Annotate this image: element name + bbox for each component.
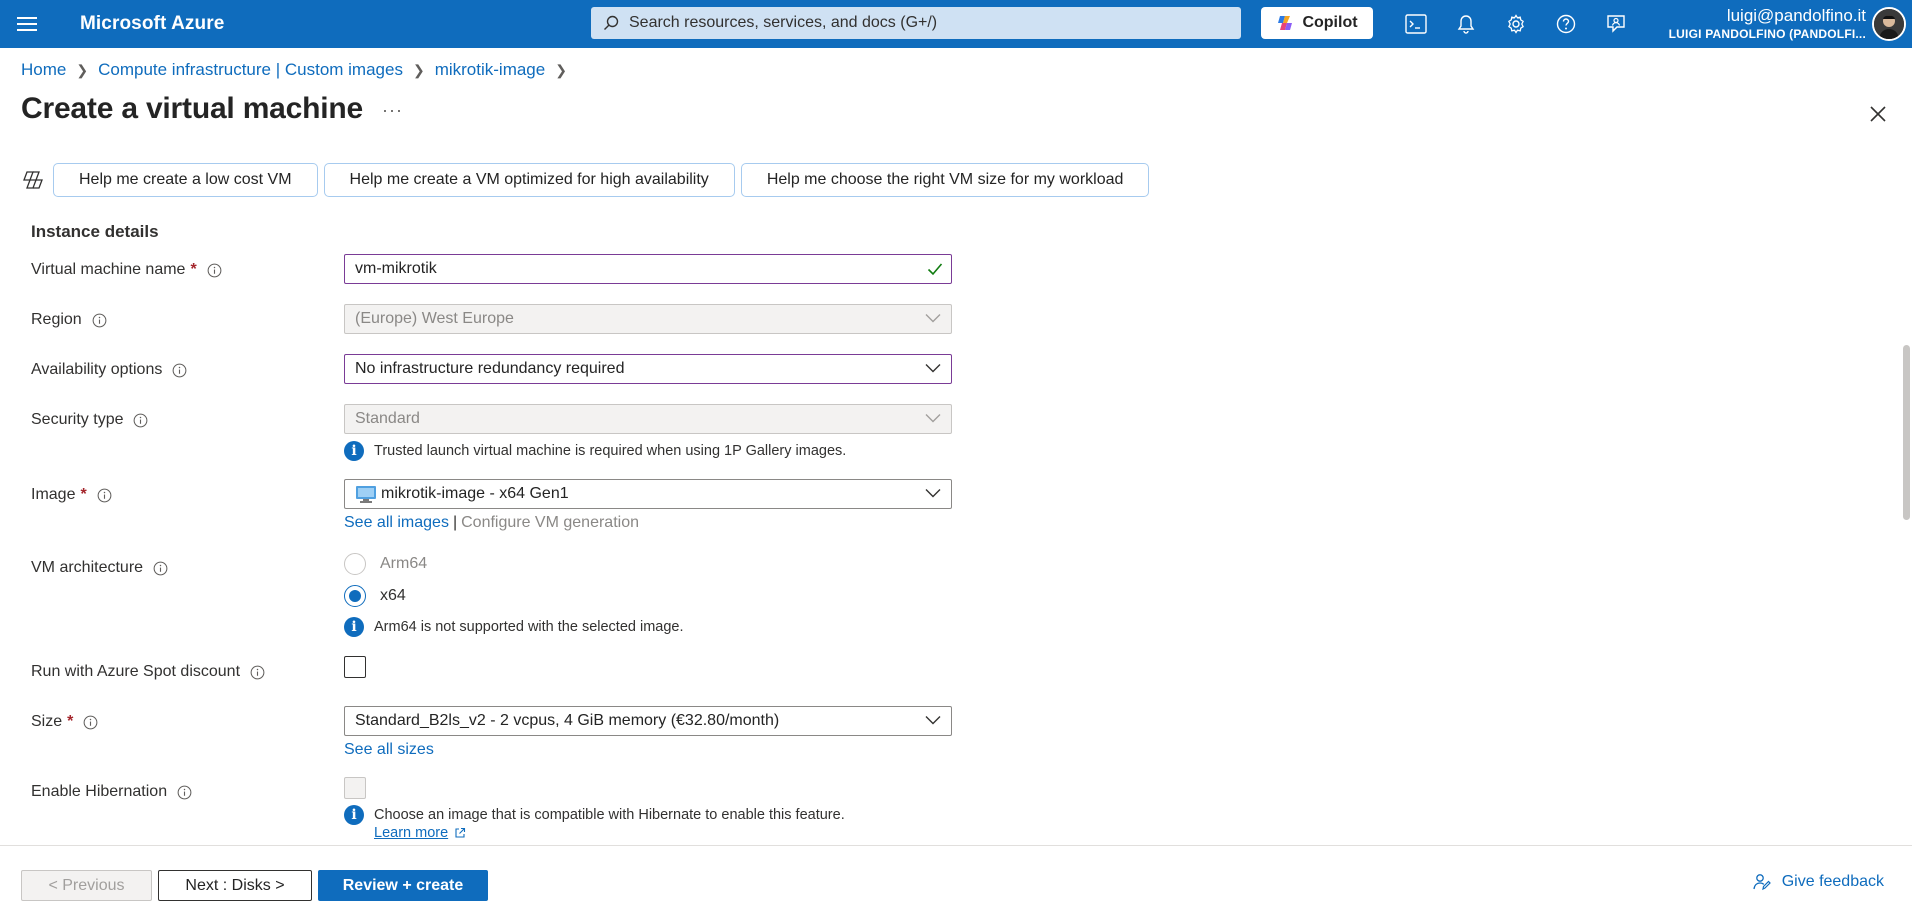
scroll-thumb[interactable] bbox=[1903, 345, 1910, 520]
radio-circle bbox=[344, 553, 366, 575]
region-select: (Europe) West Europe bbox=[344, 304, 952, 334]
radio-x64[interactable]: x64 bbox=[344, 585, 406, 607]
hibernation-note: i Choose an image that is compatible with Hibernate to enable this feature. bbox=[344, 805, 845, 825]
copilot-sparkle-icon bbox=[21, 168, 45, 192]
chevron-down-icon bbox=[925, 363, 941, 373]
info-icon[interactable] bbox=[207, 263, 222, 278]
info-icon[interactable] bbox=[177, 785, 192, 800]
copilot-icon bbox=[1276, 14, 1294, 32]
image-select[interactable]: mikrotik-image - x64 Gen1 bbox=[344, 479, 952, 509]
vm-name-input[interactable]: vm-mikrotik bbox=[344, 254, 952, 284]
prompt-high-availability-button[interactable]: Help me create a VM optimized for high availability bbox=[324, 163, 735, 197]
vm-image-icon bbox=[355, 484, 377, 504]
spot-discount-label: Run with Azure Spot discount bbox=[31, 663, 265, 681]
hamburger-icon[interactable] bbox=[0, 0, 54, 48]
architecture-note: i Arm64 is not supported with the selected image. bbox=[344, 617, 684, 637]
info-icon[interactable] bbox=[92, 313, 107, 328]
chevron-right-icon: ❯ bbox=[555, 61, 567, 78]
chevron-down-icon bbox=[925, 715, 941, 725]
configure-vm-generation-link: Configure VM generation bbox=[461, 514, 639, 531]
scrollbar[interactable] bbox=[1900, 225, 1912, 845]
chevron-down-icon bbox=[925, 313, 941, 323]
avatar[interactable] bbox=[1872, 7, 1906, 41]
chevron-right-icon: ❯ bbox=[76, 61, 89, 78]
info-icon: i bbox=[344, 617, 364, 637]
availability-select[interactable]: No infrastructure redundancy required bbox=[344, 354, 952, 384]
size-links bbox=[344, 741, 434, 759]
copilot-button[interactable] bbox=[1261, 7, 1373, 39]
vm-name-label: Virtual machine name * bbox=[31, 261, 222, 279]
see-all-sizes-link[interactable]: See all sizes bbox=[344, 741, 434, 758]
feedback-person-icon[interactable] bbox=[1600, 8, 1632, 40]
copilot-prompts bbox=[21, 163, 1149, 197]
review-create-button[interactable]: Review + create bbox=[318, 870, 488, 901]
search-placeholder: Search resources, services, and docs (G+/) bbox=[629, 14, 938, 31]
info-icon: i bbox=[344, 441, 364, 461]
chevron-down-icon bbox=[925, 413, 941, 423]
feedback-person-icon bbox=[1752, 872, 1772, 892]
region-label: Region bbox=[31, 311, 107, 329]
vm-architecture-label: VM architecture bbox=[31, 559, 168, 577]
check-icon bbox=[927, 262, 943, 276]
instance-details-form bbox=[0, 222, 1900, 844]
more-options-button[interactable]: ··· bbox=[382, 100, 403, 120]
gear-icon[interactable] bbox=[1500, 8, 1532, 40]
info-icon: i bbox=[344, 805, 364, 825]
info-icon[interactable] bbox=[172, 363, 187, 378]
help-icon[interactable] bbox=[1550, 8, 1582, 40]
info-icon[interactable] bbox=[153, 561, 168, 576]
page-title: Create a virtual machine bbox=[21, 92, 364, 125]
info-icon[interactable] bbox=[83, 715, 98, 730]
see-all-images-link[interactable]: See all images bbox=[344, 514, 449, 531]
learn-more-link[interactable]: Learn more bbox=[374, 825, 466, 841]
info-icon[interactable] bbox=[133, 413, 148, 428]
info-icon[interactable] bbox=[250, 665, 265, 680]
security-type-select: Standard bbox=[344, 404, 952, 434]
breadcrumb-mikrotik-image[interactable]: mikrotik-image bbox=[434, 60, 546, 79]
external-link-icon bbox=[454, 827, 466, 839]
spot-discount-checkbox[interactable] bbox=[344, 656, 366, 678]
security-note: i Trusted launch virtual machine is required when using 1P Gallery images. bbox=[344, 441, 846, 461]
hibernation-label: Enable Hibernation bbox=[31, 783, 192, 801]
breadcrumb bbox=[21, 60, 577, 80]
hibernation-checkbox bbox=[344, 777, 366, 799]
close-icon[interactable] bbox=[1866, 102, 1890, 126]
footer-bar bbox=[0, 845, 1912, 910]
previous-button: < Previous bbox=[21, 870, 152, 901]
copilot-label: Copilot bbox=[1302, 14, 1358, 31]
breadcrumb-home[interactable]: Home bbox=[21, 60, 67, 79]
cloud-shell-icon[interactable] bbox=[1400, 8, 1432, 40]
brand-title[interactable]: Microsoft Azure bbox=[80, 13, 225, 34]
size-select[interactable]: Standard_B2ls_v2 - 2 vcpus, 4 GiB memory (€32.80/month) bbox=[344, 706, 952, 736]
prompt-low-cost-vm-button[interactable]: Help me create a low cost VM bbox=[53, 163, 318, 197]
bell-icon[interactable] bbox=[1450, 8, 1482, 40]
search-icon bbox=[603, 15, 619, 31]
breadcrumb-custom-images[interactable]: Compute infrastructure | Custom images bbox=[98, 60, 403, 79]
top-bar bbox=[0, 0, 1912, 48]
prompt-vm-size-button[interactable]: Help me choose the right VM size for my workload bbox=[741, 163, 1150, 197]
account-tenant: LUIGI PANDOLFINO (PANDOLFI... bbox=[1668, 27, 1866, 41]
availability-label: Availability options bbox=[31, 361, 187, 379]
section-title: Instance details bbox=[31, 222, 159, 241]
link-divider: | bbox=[452, 514, 458, 531]
image-label: Image * bbox=[31, 486, 112, 504]
radio-circle[interactable] bbox=[344, 585, 366, 607]
account-info[interactable] bbox=[1669, 6, 1866, 42]
search-input[interactable] bbox=[591, 7, 1241, 39]
next-disks-button[interactable]: Next : Disks > bbox=[158, 870, 312, 901]
give-feedback-link[interactable]: Give feedback bbox=[1752, 872, 1884, 892]
account-email: luigi@pandolfino.it bbox=[1726, 6, 1866, 25]
chevron-right-icon: ❯ bbox=[412, 61, 425, 78]
image-links bbox=[344, 514, 639, 532]
size-label: Size * bbox=[31, 713, 98, 731]
info-icon[interactable] bbox=[97, 488, 112, 503]
radio-arm64: Arm64 bbox=[344, 553, 427, 575]
chevron-down-icon bbox=[925, 488, 941, 498]
security-type-label: Security type bbox=[31, 411, 148, 429]
